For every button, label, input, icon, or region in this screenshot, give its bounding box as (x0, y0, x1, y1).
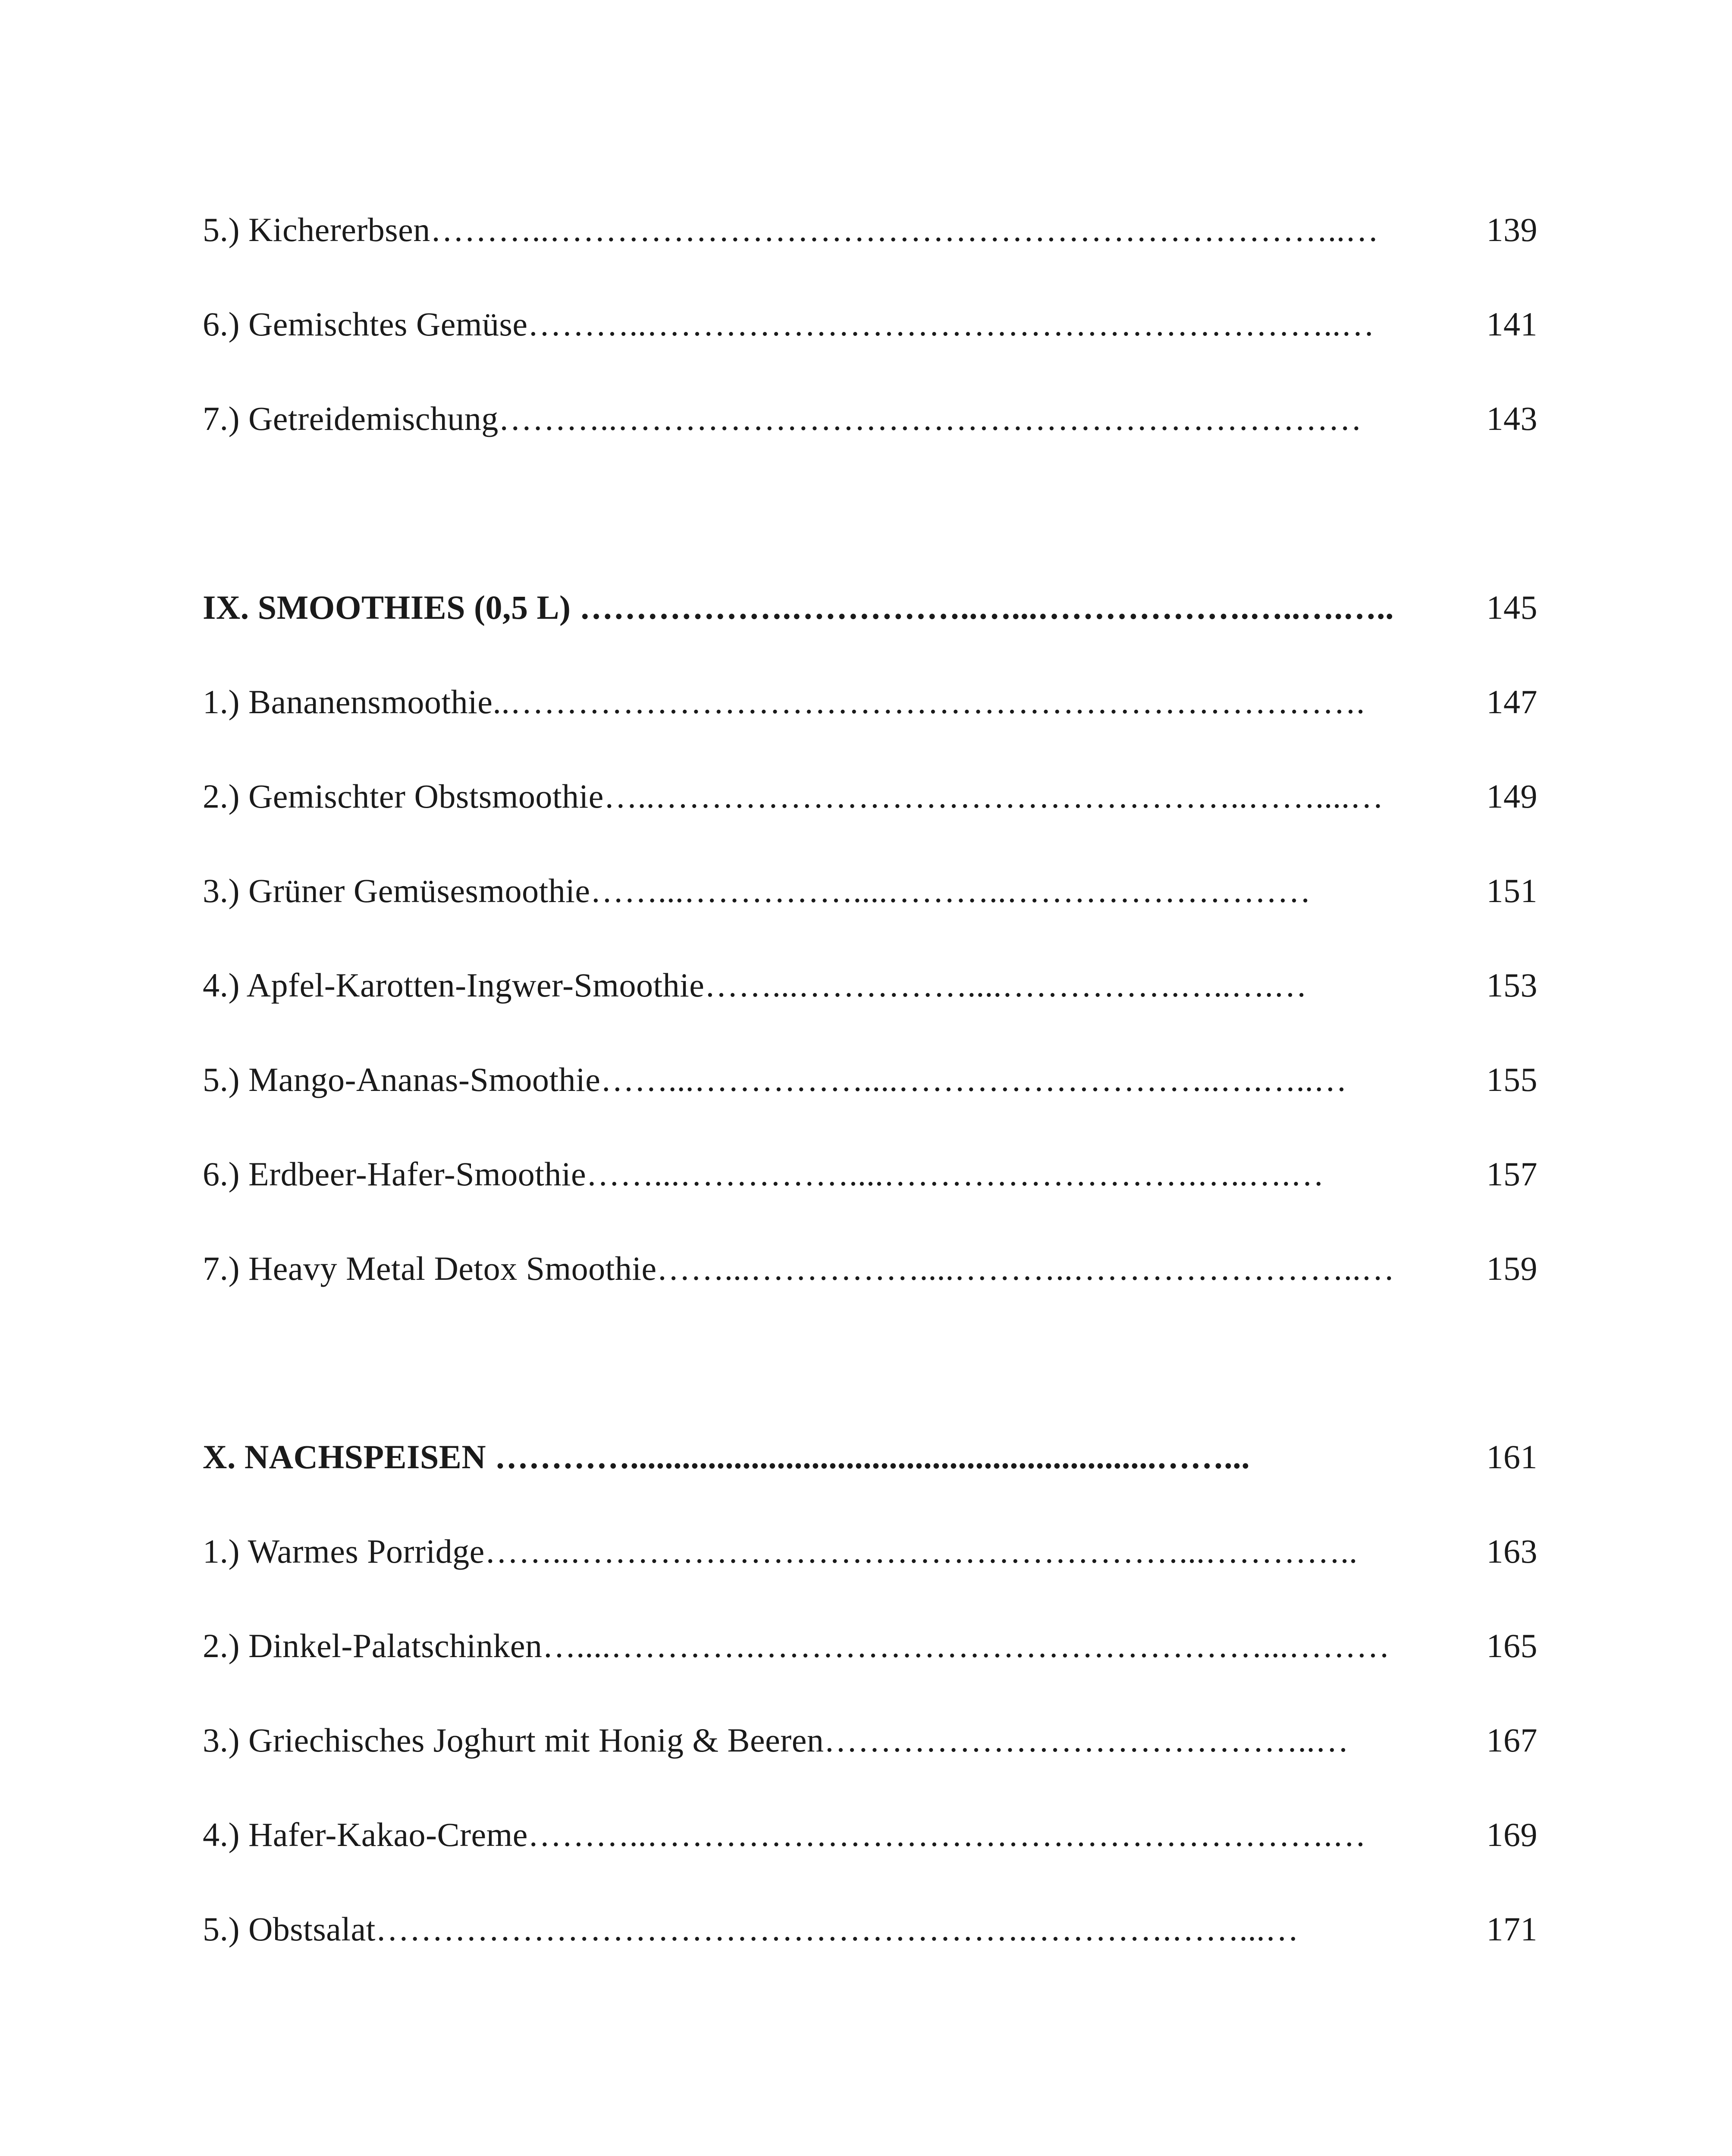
toc-entry-title: 6.) Gemischtes Gemüse (203, 305, 528, 343)
toc-leader-dots: ………..……………………………………………………..… (527, 305, 1375, 343)
toc-heading-title: IX. SMOOTHIES (0,5 L) (203, 589, 571, 626)
toc-leader-dots: …....………….………………………………………...……… (542, 1627, 1390, 1664)
toc-page-number: 155 (1481, 1056, 1538, 1103)
toc-entry-title: 7.) Heavy Metal Detox Smoothie (203, 1250, 657, 1287)
toc-leader-dots: ……...……………....…………….…..….… (704, 966, 1307, 1004)
toc-page-number: 143 (1481, 395, 1538, 442)
toc-entry-title: 4.) Apfel-Karotten-Ingwer-Smoothie (203, 966, 705, 1004)
toc-page-number: 141 (1481, 301, 1538, 348)
toc-leader-dots: …..……………………………………………..……....… (603, 777, 1384, 815)
toc-entry-title: 1.) Bananensmoothie (203, 683, 493, 721)
toc-leader-dots: ……...……………....………..……………………..… (656, 1250, 1395, 1287)
toc-entry (203, 1528, 1537, 1575)
toc-entry-title: 6.) Erdbeer-Hafer-Smoothie (203, 1155, 587, 1193)
toc-page-number: 157 (1481, 1150, 1538, 1198)
toc-page-number: 169 (1481, 1811, 1538, 1858)
toc-section-heading-smoothies (203, 584, 1537, 631)
toc-page-number: 151 (1481, 867, 1538, 915)
toc-leader-dots: ………..…………………………………………………….… (527, 1816, 1366, 1853)
toc-page-number: 171 (1481, 1905, 1538, 1953)
toc-page-number: 161 (1481, 1433, 1538, 1481)
toc-page-number: 163 (1481, 1528, 1538, 1575)
toc-entry (203, 395, 1537, 442)
toc-entry (203, 1717, 1537, 1764)
toc-entry (203, 1905, 1537, 1953)
toc-page-number: 145 (1481, 584, 1538, 631)
toc-entry-title: 5.) Mango-Ananas-Smoothie (203, 1061, 601, 1098)
toc-entry-title: 4.) Hafer-Kakao-Creme (203, 1816, 528, 1853)
toc-leader-dots: ……...……………....……………………….…..….… (586, 1155, 1324, 1193)
toc-entry (203, 206, 1537, 254)
toc-entry-title: 2.) Dinkel-Palatschinken (203, 1627, 543, 1664)
toc-entry-title: 5.) Obstsalat (203, 1910, 376, 1948)
toc-leader-dots: ……………………………………..… (824, 1721, 1349, 1759)
toc-page-number: 167 (1481, 1717, 1538, 1764)
toc-page-number: 159 (1481, 1245, 1538, 1292)
toc-entry-title: 2.) Gemischter Obstsmoothie (203, 777, 604, 815)
toc-entry (203, 867, 1537, 915)
toc-leader-dots: ………..……………………………………………………………..… (430, 211, 1379, 248)
toc-leader-dots: ……..………………………………………………...………….. (484, 1532, 1358, 1570)
toc-entry (203, 301, 1537, 348)
toc-entry (203, 1622, 1537, 1670)
toc-page-number: 153 (1481, 962, 1538, 1009)
toc-leader-dots: ………….............................................................……... (486, 1438, 1250, 1476)
toc-entry (203, 1056, 1537, 1103)
toc-entry-title: 1.) Warmes Porridge (203, 1532, 485, 1570)
toc-leader-dots: ……...……………....………..……………………… (590, 872, 1311, 909)
toc-leader-dots: ……………….……………..…...……………….…..….….. (571, 589, 1394, 626)
toc-entry (203, 678, 1537, 726)
toc-entry-title: 3.) Grüner Gemüsesmoothie (203, 872, 590, 909)
toc-leader-dots: ……...……………....………………………..….…..… (600, 1061, 1347, 1098)
toc-leader-dots: ..…………………………………………………………………. (493, 683, 1365, 721)
toc-entry (203, 962, 1537, 1009)
toc-page-number: 165 (1481, 1622, 1538, 1670)
toc-section-heading-nachspeisen (203, 1433, 1537, 1481)
toc-entry (203, 1150, 1537, 1198)
toc-page-number: 147 (1481, 678, 1538, 726)
toc-entry (203, 1245, 1537, 1292)
toc-entry (203, 773, 1537, 820)
toc-heading-title: X. NACHSPEISEN (203, 1438, 486, 1476)
toc-entry (203, 1811, 1537, 1858)
toc-entry-title: 5.) Kichererbsen (203, 211, 430, 248)
toc-entry-title: 7.) Getreidemischung (203, 400, 499, 437)
toc-entry-title: 3.) Griechisches Joghurt mit Honig & Beeren (203, 1721, 824, 1759)
toc-leader-dots: ………..………………………………………………………… (498, 400, 1362, 437)
toc-page-number: 139 (1481, 206, 1538, 254)
toc-page-number: 149 (1481, 773, 1538, 820)
toc-leader-dots: ………………………………………………….………….……...… (375, 1910, 1299, 1948)
